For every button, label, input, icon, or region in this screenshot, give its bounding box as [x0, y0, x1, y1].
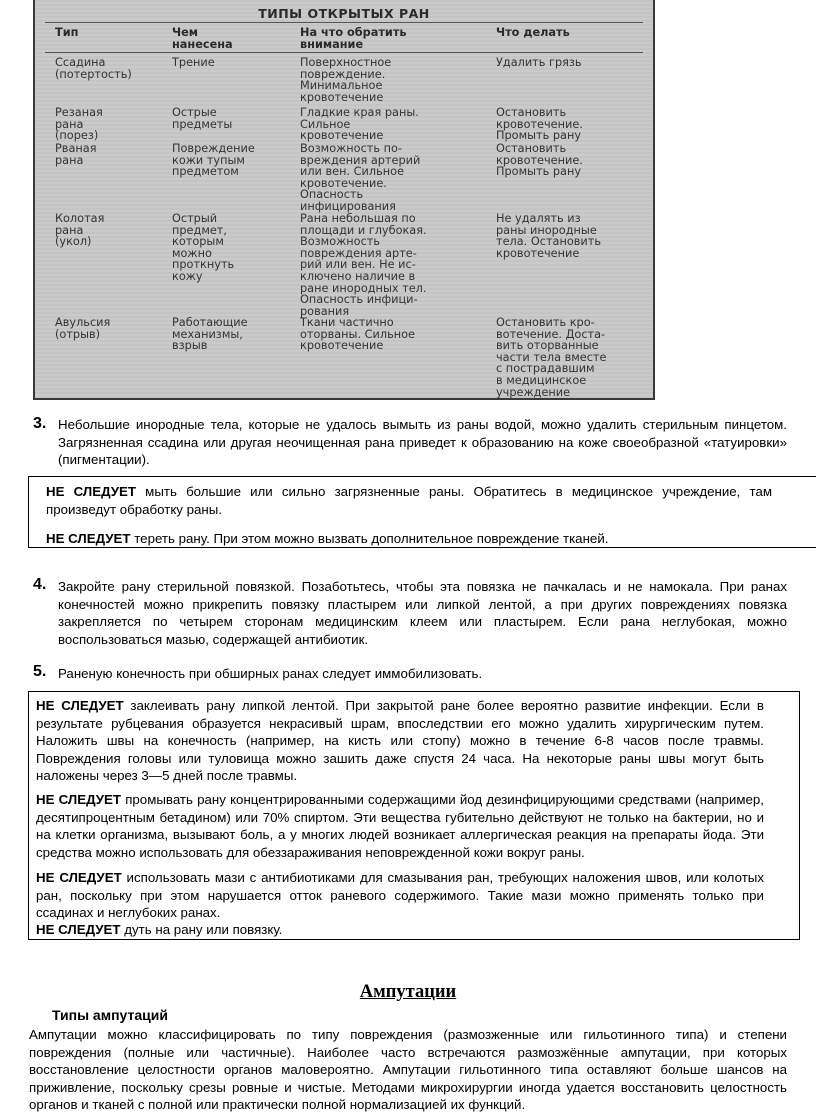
- step-number: 4.: [33, 576, 47, 593]
- table-cell: Возможность по- вреждения артерий или вен. Сильное кровотечение. Опасность инфицирования: [300, 142, 421, 213]
- wound-types-table-image: [33, 0, 655, 400]
- table-cell: Остановить кро- вотечение. Доста- вить оторванные части тела вместе с пострадавшим в медицинское учреждение: [496, 316, 607, 399]
- warning-label: НЕ СЛЕДУЕТ: [36, 698, 124, 713]
- table-header-cause: Чем нанесена: [172, 26, 233, 51]
- warning-text: [36, 697, 764, 785]
- table-cell: Резаная рана (порез): [55, 106, 103, 143]
- section-title: Ампутации: [359, 982, 457, 1002]
- table-cell: Острый предмет, которым можно проткнуть кожу: [172, 212, 235, 283]
- warning-label: НЕ СЛЕДУЕТ: [36, 792, 122, 807]
- warning-body: мыть большие или сильно загрязненные раны. Обратитесь в медицинское учреждение, там произведут обработку раны.: [46, 484, 772, 517]
- warning-body: использовать мази с антибиотиками для смазывания ран, требующих наложения швов, или колотых ран, поскольку при этом нарушается отток раневого содержимого. Такие мази можно применять только при ссадинах и неглубоких ранах.: [36, 870, 764, 920]
- warning-body: промывать рану концентрированными содержащими йод дезинфицирующими средствами (например, десятипроцентным бетадином) или 70% спиртом. Эти вещества губительно действуют не только на бактерии, но и на клетки организма, вызывают боль, а у многих людей возникает аллергическая реакция на препараты йода. Эти средства можно использовать для обеззараживания неповрежденной кожи вокруг раны.: [36, 792, 764, 860]
- step-3-text: Небольшие инородные тела, которые не удалось вымыть из раны водой, можно удалить стерильным пинцетом. Загрязненная ссадина или другая неочищенная рана приведет к образованию на коже своеобразной «татуировки» (пигментации).: [58, 417, 787, 467]
- table-rule: [45, 52, 643, 53]
- table-cell: Удалить грязь: [496, 56, 582, 69]
- table-header-type: Тип: [55, 26, 79, 39]
- warning-label: НЕ СЛЕДУЕТ: [36, 870, 122, 885]
- warning-text: [36, 921, 764, 939]
- warning-body: тереть рану. При этом можно вызвать дополнительное повреждение тканей.: [130, 531, 609, 546]
- table-cell: Ссадина (потертость): [55, 56, 132, 81]
- warning-body: дуть на рану или повязку.: [120, 922, 283, 937]
- step-4-text: Закройте рану стерильной повязкой. Позаботьтесь, чтобы эта повязка не пачкалась и не намокала. При ранах конечностей можно прикрепить повязку пластырем или липкой лентой, а при других повреждениях повязка закрепляется по четырем сторонам медицинским клеем или пластырем. Если рана неглубокая, можно воспользоваться мазью, содержащей антибиотик.: [58, 579, 787, 647]
- table-cell: Гладкие края раны. Сильное кровотечение: [300, 106, 419, 143]
- table-cell: Не удалять из раны инородные тела. Остановить кровотечение: [496, 212, 601, 260]
- table-cell: Повреждение кожи тупым предметом: [172, 142, 255, 179]
- table-cell: Поверхностное повреждение. Минимальное кровотечение: [300, 56, 392, 104]
- table-cell: Ткани частично оторваны. Сильное кровотечение: [300, 316, 415, 353]
- table-cell: Остановить кровотечение. Промыть рану: [496, 142, 583, 179]
- table-cell: Авульсия (отрыв): [55, 316, 111, 341]
- table-cell: Остановить кровотечение. Промыть рану: [496, 106, 583, 143]
- table-cell: Работающие механизмы, взрыв: [172, 316, 248, 353]
- table-cell: Рана небольшая по площади и глубокая. Возможность повреждения арте- рий или вен. Не ис- ключено наличие в ране инородных тел. Опасность инфици- рования: [300, 212, 427, 318]
- table-title: ТИПЫ ОТКРЫТЫХ РАН: [258, 6, 430, 21]
- warning-text: [36, 791, 764, 861]
- table-cell: Рваная рана: [55, 142, 97, 167]
- table-cell: Колотая рана (укол): [55, 212, 105, 249]
- warning-label: НЕ СЛЕДУЕТ: [36, 922, 121, 937]
- table-header-action: Что делать: [496, 26, 570, 39]
- step-number: 3.: [33, 415, 47, 432]
- warning-text: [46, 483, 772, 518]
- table-header-attention: На что обратить внимание: [300, 26, 407, 51]
- step-5-text: Раненую конечность при обширных ранах следует иммобилизовать.: [58, 666, 483, 681]
- warning-text: [36, 869, 764, 922]
- table-rule: [45, 22, 643, 23]
- table-cell: Острые предметы: [172, 106, 233, 131]
- section-subtitle: Типы ампутаций: [52, 1007, 168, 1023]
- warning-text: [46, 530, 786, 548]
- warning-label: НЕ СЛЕДУЕТ: [46, 484, 137, 499]
- warning-label: НЕ СЛЕДУЕТ: [46, 531, 131, 546]
- warning-body: заклеивать рану липкой лентой. При закрытой ране более вероятно развитие инфекции. Если в результате рубцевания образуется некрасивый шрам, впоследствии его можно удалить хирургическим путем. Наложить швы на конечность (например, на кисть или стопу) можно в течение 6-8 часов после травмы. Повреждения головы или туловища можно зашить даже спустя 24 часа. На некоторые раны швы могут быть наложены через 3—5 дней после травмы.: [36, 698, 764, 783]
- section-text: Ампутации можно классифицировать по типу повреждения (размозженные или гильотинного типа) и степени повреждения (полные или частичные). Наиболее часто встречаются размозжённые ампутации, при которых восстановление целостности органов маловероятно. Ампутации гильотинного типа оставляют больше шансов на приживление, поскольку срезы ровные и чистые. Методами микрохирургии иногда удается восстановить целостность органов и тканей с полной или практически полной нормализацией их функций.: [29, 1027, 787, 1112]
- table-cell: Трение: [172, 56, 215, 69]
- step-number: 5.: [33, 663, 47, 680]
